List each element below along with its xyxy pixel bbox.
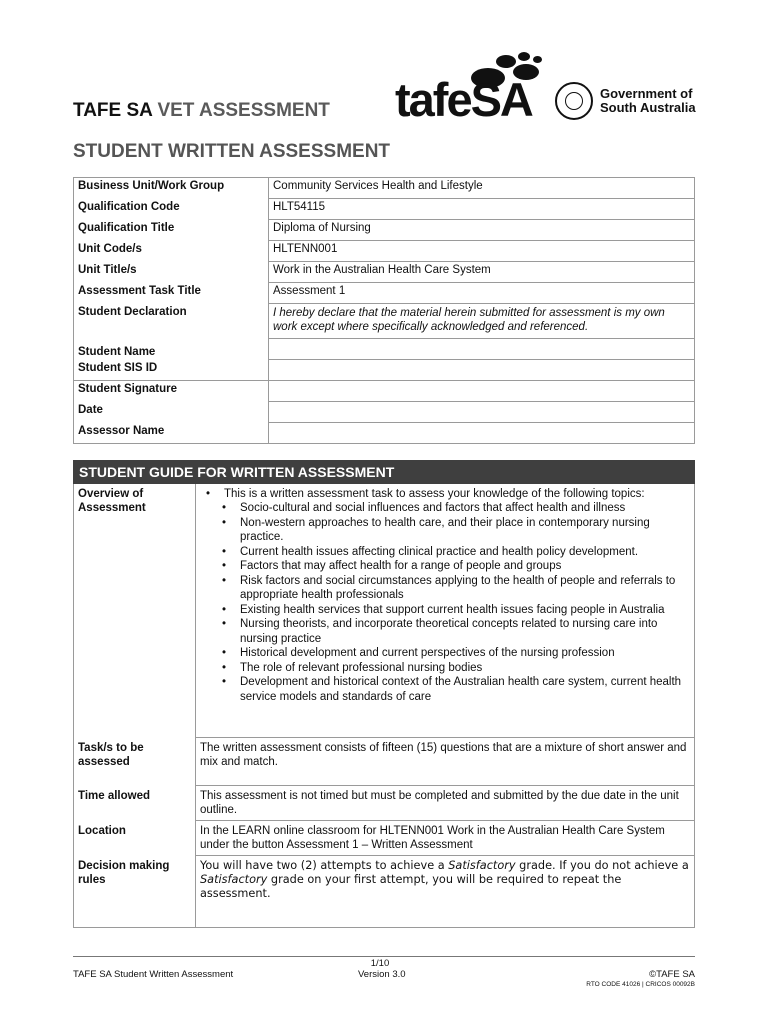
logo-dot xyxy=(518,52,530,61)
student-guide-table xyxy=(73,460,695,928)
assessment-details-table xyxy=(73,177,695,444)
row-value: Assessment 1 xyxy=(269,283,695,304)
row-value: Community Services Health and Lifestyle xyxy=(269,178,695,199)
row-label: Assessment Task Title xyxy=(74,283,269,304)
row-label: Qualification Code xyxy=(74,199,269,220)
page-number: 1/10 xyxy=(370,958,390,969)
row-label: Student SIS ID xyxy=(74,360,269,381)
row-label: Qualification Title xyxy=(74,220,269,241)
row-label: Student Declaration xyxy=(74,304,269,339)
details-row xyxy=(74,339,695,360)
document-title xyxy=(73,100,330,122)
list-item: • Nursing theorists, and incorporate theoretical concepts related to nursing care into nursing practice xyxy=(200,617,690,646)
location-label: Location xyxy=(74,821,196,856)
overview-content xyxy=(196,484,695,738)
list-item: • Factors that may affect health for a range of people and groups xyxy=(200,559,690,574)
government-logo-text xyxy=(600,87,696,115)
list-item: • Historical development and current perspectives of the nursing profession xyxy=(200,646,690,661)
guide-heading: STUDENT GUIDE FOR WRITTEN ASSESSMENT xyxy=(74,461,695,484)
overview-label: Overview of Assessment xyxy=(74,484,196,738)
list-item: • Risk factors and social circumstances applying to the health of people and referrals to appropriate health professionals xyxy=(200,574,690,603)
row-value: HLTENN001 xyxy=(269,241,695,262)
student-sis-id-field[interactable] xyxy=(269,360,695,381)
decision-text-2: grade. If you do not achieve a xyxy=(515,859,689,872)
guide-row-time xyxy=(74,786,695,821)
logo-dot xyxy=(533,56,542,63)
tasks-value: The written assessment consists of fifteen (15) questions that are a mixture of short answer and mix and match. xyxy=(196,738,695,786)
footer-version: Version 3.0 xyxy=(358,969,406,980)
details-row xyxy=(74,423,695,444)
list-item: • Existing health services that support current health issues facing people in Australia xyxy=(200,603,690,618)
row-label: Unit Code/s xyxy=(74,241,269,262)
details-row xyxy=(74,381,695,402)
time-label: Time allowed xyxy=(74,786,196,821)
title-prefix: TAFE SA xyxy=(73,100,153,121)
tasks-label: Task/s to be assessed xyxy=(74,738,196,786)
government-seal-icon xyxy=(555,82,593,120)
location-value: In the LEARN online classroom for HLTENN001 Work in the Australian Health Care System under the button Assessment 1 – Written Assessment xyxy=(196,821,695,856)
row-value: Work in the Australian Health Care System xyxy=(269,262,695,283)
decision-label: Decision making rules xyxy=(74,856,196,928)
gov-line-1: Government of xyxy=(600,86,693,101)
list-item xyxy=(200,487,690,704)
guide-row-location xyxy=(74,821,695,856)
document-subtitle: STUDENT WRITTEN ASSESSMENT xyxy=(73,141,391,162)
student-signature-field[interactable] xyxy=(269,381,695,402)
footer-rto-code: RTO CODE 41026 | CRICOS 00092B xyxy=(586,981,695,988)
title-accent: VET ASSESSMENT xyxy=(157,100,330,121)
student-declaration-text: I hereby declare that the material herein submitted for assessment is my own work except where specifically acknowledged and referenced. xyxy=(269,304,695,339)
details-row xyxy=(74,199,695,220)
details-row xyxy=(74,304,695,339)
row-label: Business Unit/Work Group xyxy=(74,178,269,199)
row-label: Student Signature xyxy=(74,381,269,402)
row-value: HLT54115 xyxy=(269,199,695,220)
student-name-field[interactable] xyxy=(269,339,695,360)
decision-emphasis-2: Satisfactory xyxy=(200,873,268,886)
list-item: • The role of relevant professional nursing bodies xyxy=(200,661,690,676)
tafesa-wordmark: tafeSA xyxy=(395,73,532,126)
gov-line-2: South Australia xyxy=(600,100,696,115)
list-item: • Socio-cultural and social influences and factors that affect health and illness xyxy=(200,501,690,516)
decision-rules-text xyxy=(196,856,695,928)
guide-row-overview xyxy=(74,484,695,738)
overview-intro: This is a written assessment task to assess your knowledge of the following topics: xyxy=(224,488,645,500)
list-item: • Development and historical context of the Australian health care system, current health service models and standards of care xyxy=(200,675,690,704)
assessor-name-field[interactable] xyxy=(269,423,695,444)
overview-list xyxy=(200,487,690,704)
seal-inner-ring xyxy=(565,92,583,110)
row-label: Assessor Name xyxy=(74,423,269,444)
row-label: Unit Title/s xyxy=(74,262,269,283)
guide-header-row xyxy=(74,461,695,484)
guide-row-tasks xyxy=(74,738,695,786)
footer-document-name: TAFE SA Student Written Assessment xyxy=(73,969,234,980)
details-row xyxy=(74,283,695,304)
tafesa-logo xyxy=(393,50,553,126)
topics-list xyxy=(200,501,690,704)
footer-divider xyxy=(73,956,695,957)
row-value: Diploma of Nursing xyxy=(269,220,695,241)
details-row xyxy=(74,360,695,381)
guide-row-decision xyxy=(74,856,695,928)
details-row xyxy=(74,262,695,283)
decision-text-1: You will have two (2) attempts to achieve a xyxy=(200,859,449,872)
details-row xyxy=(74,402,695,423)
time-value: This assessment is not timed but must be completed and submitted by the due date in the unit outline. xyxy=(196,786,695,821)
list-item: • Non-western approaches to health care, and their place in contemporary nursing practice. xyxy=(200,516,690,545)
details-row xyxy=(74,178,695,199)
details-row xyxy=(74,220,695,241)
list-item: • Current health issues affecting clinical practice and health policy development. xyxy=(200,545,690,560)
footer-copyright: ©TAFE SA xyxy=(649,969,695,980)
row-label: Student Name xyxy=(74,339,269,360)
details-row xyxy=(74,241,695,262)
row-label: Date xyxy=(74,402,269,423)
logo-dot xyxy=(496,55,516,68)
decision-emphasis-1: Satisfactory xyxy=(448,859,516,872)
date-field[interactable] xyxy=(269,402,695,423)
decision-text-3: grade on your first attempt, you will be required to repeat the assessment. xyxy=(200,873,622,900)
